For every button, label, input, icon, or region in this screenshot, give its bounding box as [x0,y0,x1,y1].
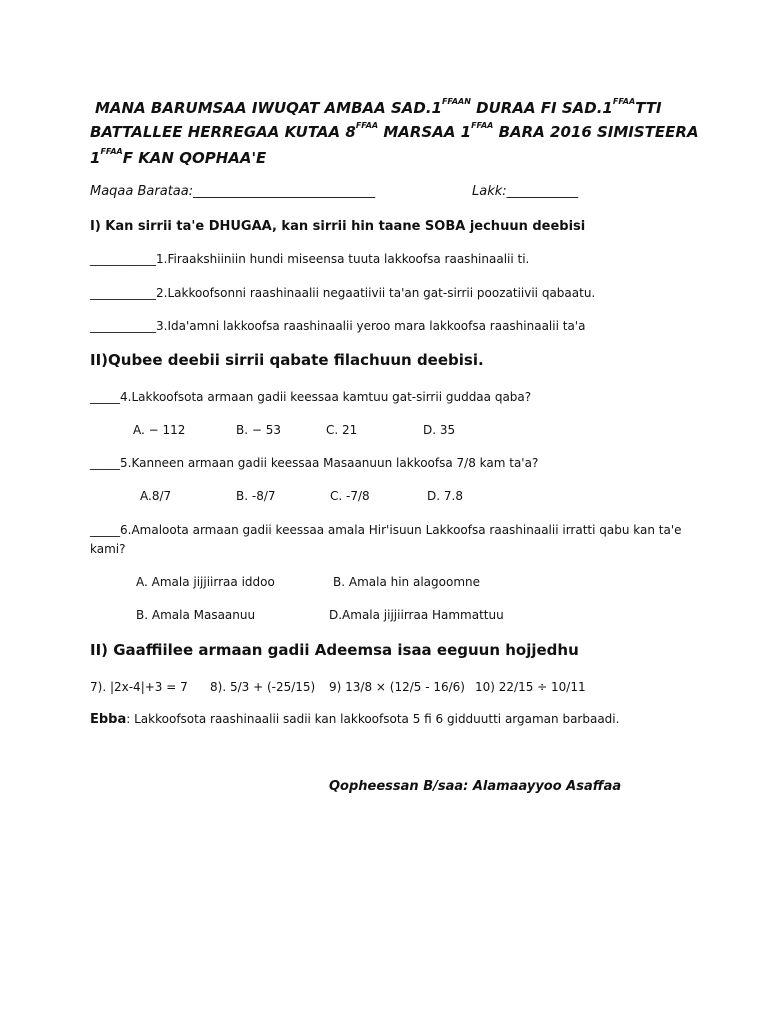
question-5: _____5.Kanneen armaan gadii keessaa Masaanuun lakkoofsa 7/8 kam ta'a? [90,456,539,470]
question-3: ___________3.Ida'amni lakkoofsa raashinaalii yeroo mara lakkoofsa raashinaalii ta'a [90,319,586,333]
example-label: Ebba [90,712,127,727]
q6-option-a: A. Amala jijjiirraa iddoo [136,575,275,589]
q5-option-d: D. 7.8 [427,489,463,503]
q6-option-c: B. Amala Masaanuu [136,608,256,622]
ordinal-suffix: FFAA [355,121,379,130]
example-text: : Lakkoofsota raashinaalii sadii kan lakkoofsota 5 fi 6 gidduutti argaman barbaadi. [126,712,620,726]
title-text: TTI [635,99,662,117]
q4-option-a: A. − 112 [133,423,186,437]
student-name-field[interactable]: Maqaa Barataa:____________________________ [90,184,376,199]
ordinal-suffix: FFAAN [441,97,471,106]
title-line-2 [90,120,699,144]
question-1: ___________1.Firaakshiiniin hundi miseensa tuuta lakkoofsa raashinaalii ti. [90,252,530,266]
title-text: MANA BARUMSAA IWUQAT AMBAA SAD.1 [95,99,442,117]
q4-option-c: C. 21 [326,423,358,437]
q6-option-b: B. Amala hin alagoomne [333,575,480,589]
title-text: MARSAA 1 [378,123,472,141]
q6-option-d: D.Amala jijjiirraa Hammattuu [329,608,504,622]
problem-7: 7). |2x-4|+3 = 7 [90,680,188,694]
title-line-3 [90,146,266,170]
title-text: 1 [90,149,101,167]
title-text: BATTALLEE HERREGAA KUTAA 8 [90,123,356,141]
problem-8: 8). 5/3 + (-25/15) [210,680,316,694]
student-number-field[interactable]: Lakk:___________ [472,184,579,199]
title-text: F KAN QOPHAA'E [122,149,267,167]
ordinal-suffix: FFAA [612,97,636,106]
section-2-heading: II)Qubee deebii sirrii qabate filachuun deebisi. [90,351,484,369]
title-text: DURAA FI SAD.1 [470,99,613,117]
question-4: _____4.Lakkoofsota armaan gadii keessaa kamtuu gat-sirrii guddaa qaba? [90,390,532,404]
section-1-heading: I) Kan sirrii ta'e DHUGAA, kan sirrii hin taane SOBA jechuun deebisi [90,219,586,234]
title-line-1 [95,96,662,120]
question-6-continued: kami? [90,542,126,556]
q5-option-a: A.8/7 [140,489,172,503]
q5-option-c: C. -7/8 [330,489,370,503]
problem-9: 9) 13/8 × (12/5 - 16/6) [329,680,465,694]
example-line [90,712,619,727]
question-2: ___________2.Lakkoofsonni raashinaalii negaatiivii ta'an gat-sirrii poozatiivii qabaatu. [90,286,596,300]
q4-option-b: B. − 53 [236,423,281,437]
prepared-by: Qopheessan B/saa: Alamaayyoo Asaffaa [329,779,622,794]
title-text: BARA 2016 SIMISTEERA [493,123,699,141]
ordinal-suffix: FFAA [100,147,123,156]
q4-option-d: D. 35 [423,423,456,437]
ordinal-suffix: FFAA [471,121,494,130]
problem-10: 10) 22/15 ÷ 10/11 [475,680,586,694]
question-6: _____6.Amaloota armaan gadii keessaa amala Hir'isuun Lakkoofsa raashinaalii irratti qabu kan ta'e [90,523,682,537]
section-3-heading: II) Gaaffiilee armaan gadii Adeemsa isaa eeguun hojjedhu [90,641,579,659]
q5-option-b: B. -8/7 [236,489,276,503]
